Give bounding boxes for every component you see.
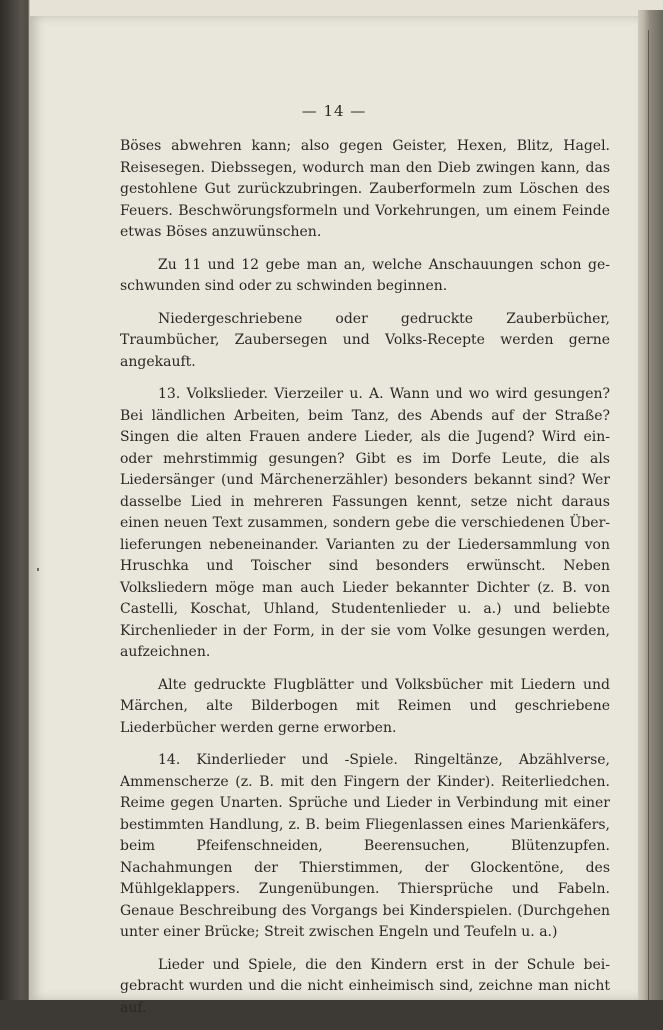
page-stack-edge bbox=[638, 10, 663, 1000]
page-stack-line bbox=[648, 30, 649, 1000]
paragraph-6-kinderlieder: 14. Kinderlieder und -Spiele. Ringeltänze, Abzählverse, Ammenscherze (z. B. mit den Fingern der Kinder). Reiterliedchen. Reime gegen Unarten. Sprüche und Lieder in Verbindung mit einer bestimmten Handlung, z. B. beim Fliegenlassen eines Marienkäfers, beim Pfeifenschneiden, Beerensuchen, Blütenzupfen. Nachahmungen der Thierstimmen, der Glockentöne, des Mühlgeklappers. Zungenübungen. Thiersprüche und Fabeln. Genaue Beschreibung des Vorgangs bei Kinderspielen. (Durchgehen unter einer Brücke; Streit zwischen Engeln und Teufeln u. a.) bbox=[120, 752, 610, 940]
page-body-text bbox=[120, 136, 610, 1030]
paragraph-2: Zu 11 und 12 gebe man an, welche Anschauungen schon geschwunden sind oder zu schwinden beginnen. bbox=[120, 256, 610, 294]
paragraph-1: Böses abwehren kann; also gegen Geister, Hexen, Blitz, Hagel. Reisesegen. Diebssegen, wodurch man den Dieb zwingen kann, das gestohlene Gut zurückzubringen. Zauberformeln zum Löschen des Feuers. Beschwörungsformeln und Vorkehrungen, um einem Feinde etwas Böses anzuwünschen. bbox=[120, 138, 610, 240]
paragraph-7: Lieder und Spiele, die den Kindern erst in der Schule beigebracht wurden und die nicht einheimisch sind, zeichne man nicht auf. bbox=[120, 956, 610, 1016]
book-page bbox=[30, 16, 638, 1016]
page-number: — 14 — bbox=[301, 102, 367, 120]
paragraph-5: Alte gedruckte Flugblätter und Volksbücher mit Liedern und Märchen, alte Bilderbogen mit Reimen und geschriebene Liederbücher werden gerne erworben. bbox=[120, 676, 610, 736]
paragraph-3: Niedergeschriebene oder gedruckte Zauberbücher, Traumbücher, Zaubersegen und Volks-Recepte werden gerne angekauft. bbox=[120, 310, 610, 370]
margin-speck bbox=[37, 568, 39, 571]
paragraph-4-volkslieder: 13. Volkslieder. Vierzeiler u. A. Wann und wo wird gesungen? Bei ländlichen Arbeiten, beim Tanz, des Abends auf der Straße? Singen die alten Frauen andere Lieder, als die Jugend? Wird ein- oder mehrstimmig gesungen? Gibt es im Dorfe Leute, die als Liedersänger (und Märchenerzähler) besonders bekannt sind? Wer dasselbe Lied in mehreren Fassungen kennt, setze nicht daraus einen neuen Text zusammen, sondern gebe die verschiedenen Überlieferungen nebeneinander. Varianten zu der Liedersammlung von Hruschka und Toischer sind besonders erwünscht. Neben Volksliedern möge man auch Lieder bekannter Dichter (z. B. von Castelli, Koschat, Uhland, Studentenlieder u. a.) und beliebte Kirchenlieder in der Form, in der sie vom Volke gesungen werden, aufzeichnen. bbox=[120, 386, 610, 660]
